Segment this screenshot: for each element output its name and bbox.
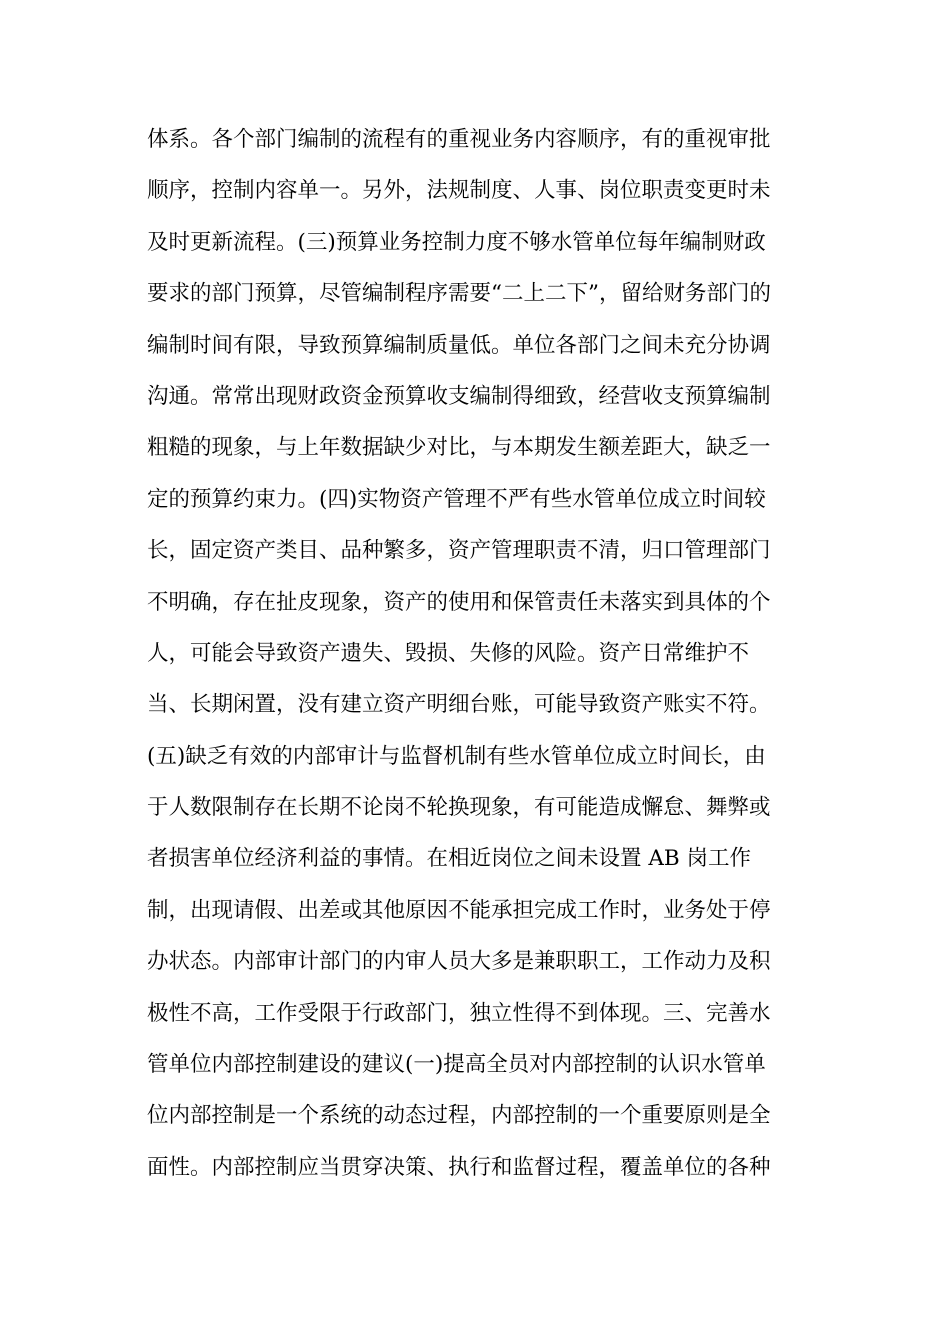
text-line: 办状态。内部审计部门的内审人员大多是兼职职工，工作动力及积 bbox=[147, 949, 771, 975]
text-line: 位内部控制是一个系统的动态过程，内部控制的一个重要原则是全 bbox=[147, 1103, 771, 1129]
text-line: 管单位内部控制建设的建议(一)提高全员对内部控制的认识水管单 bbox=[147, 1052, 766, 1078]
text-line: 体系。各个部门编制的流程有的重视业务内容顺序，有的重视审批 bbox=[147, 127, 771, 152]
text-line: 不明确，存在扯皮现象，资产的使用和保管责任未落实到具体的个 bbox=[147, 589, 771, 615]
text-line: 沟通。常常出现财政资金预算收支编制得细致，经营收支预算编制 bbox=[147, 383, 771, 409]
text-line: 编制时间有限，导致预算编制质量低。单位各部门之间未充分协调 bbox=[147, 332, 771, 358]
text-line: 要求的部门预算，尽管编制程序需要“二上二下”，留给财务部门的 bbox=[147, 281, 771, 307]
text-line: 长，固定资产类目、品种繁多，资产管理职责不清，归口管理部门 bbox=[147, 538, 771, 564]
text-line: 当、长期闲置，没有建立资产明细台账，可能导致资产账实不符。 bbox=[147, 692, 771, 718]
text-line: 极性不高，工作受限于行政部门，独立性得不到体现。三、完善水 bbox=[147, 1000, 771, 1026]
text-line: 粗糙的现象，与上年数据缺少对比，与本期发生额差距大，缺乏一 bbox=[147, 435, 771, 461]
text-line: 制，出现请假、出差或其他原因不能承担完成工作时，业务处于停 bbox=[147, 897, 771, 923]
text-line: 定的预算约束力。(四)实物资产管理不严有些水管单位成立时间较 bbox=[147, 486, 766, 512]
text-line: (五)缺乏有效的内部审计与监督机制有些水管单位成立时间长，由 bbox=[147, 743, 766, 769]
body-text bbox=[147, 114, 807, 1193]
text-line: 于人数限制存在长期不论岗不轮换现象，有可能造成懈怠、舞弊或 bbox=[147, 795, 771, 821]
text-line: 顺序，控制内容单一。另外，法规制度、人事、岗位职责变更时未 bbox=[147, 178, 771, 204]
text-line: 人，可能会导致资产遗失、毁损、失修的风险。资产日常维护不 bbox=[147, 640, 750, 666]
text-line: 及时更新流程。(三)预算业务控制力度不够水管单位每年编制财政 bbox=[147, 229, 766, 255]
text-line: 者损害单位经济利益的事情。在相近岗位之间未设置 AB 岗工作 bbox=[147, 846, 751, 872]
text-line: 面性。内部控制应当贯穿决策、执行和监督过程，覆盖单位的各种 bbox=[147, 1154, 771, 1180]
